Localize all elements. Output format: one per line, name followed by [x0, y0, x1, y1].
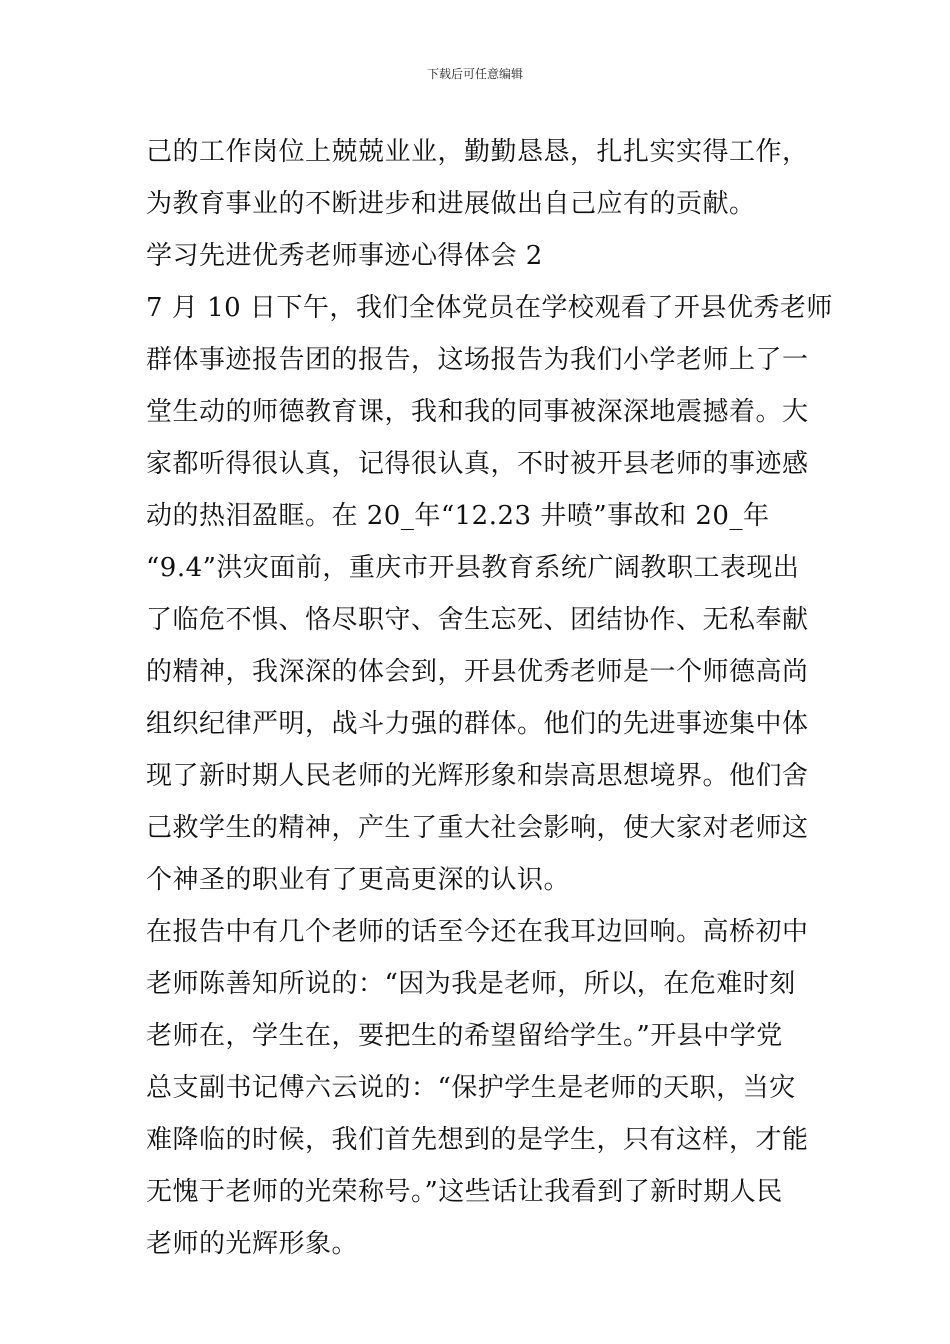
document-body — [146, 126, 833, 1270]
text-line: 在报告中有几个老师的话至今还在我耳边回响。高桥初中 — [146, 917, 809, 947]
text-line: 老师在，学生在，要把生的希望留给学生。”开县中学党 — [146, 1021, 783, 1051]
text-line: 群体事迹报告团的报告，这场报告为我们小学老师上了一 — [146, 345, 809, 375]
text-line: 动的热泪盈眶。在 20_年“12.23 井喷”事故和 20_年 — [146, 501, 770, 531]
page-header: 下载后可任意编辑 — [426, 67, 523, 81]
text-line: 现了新时期人民老师的光辉形象和崇高思想境界。他们舍 — [146, 761, 809, 791]
text-line: 老师陈善知所说的：“因为我是老师，所以，在危难时刻 — [146, 969, 796, 999]
text-line: 堂生动的师德教育课，我和我的同事被深深地震撼着。大 — [146, 397, 809, 427]
text-line: 己的工作岗位上兢兢业业，勤勤恳恳，扎扎实实得工作， — [146, 137, 809, 167]
text-line: 个神圣的职业有了更高更深的认识。 — [146, 865, 571, 895]
text-line: 组织纪律严明，战斗力强的群体。他们的先进事迹集中体 — [146, 709, 809, 739]
section-heading: 学习先进优秀老师事迹心得体会 2 — [146, 241, 543, 271]
text-line: 无愧于老师的光荣称号。”这些话让我看到了新时期人民 — [146, 1177, 783, 1207]
text-line: 家都听得很认真，记得很认真，不时被开县老师的事迹感 — [146, 449, 809, 479]
text-line: 7 月 10 日下午，我们全体党员在学校观看了开县优秀老师 — [146, 293, 833, 323]
text-line: 的精神，我深深的体会到，开县优秀老师是一个师德高尚 — [146, 657, 809, 687]
text-line: “9.4”洪灾面前，重庆市开县教育系统广阔教职工表现出 — [146, 553, 800, 583]
text-line: 老师的光辉形象。 — [146, 1229, 359, 1259]
text-line: 己救学生的精神，产生了重大社会影响，使大家对老师这 — [146, 813, 809, 843]
text-line: 难降临的时候，我们首先想到的是学生，只有这样，才能 — [146, 1125, 809, 1155]
text-line: 为教育事业的不断进步和进展做出自己应有的贡献。 — [146, 189, 756, 219]
text-line: 了临危不惧、恪尽职守、舍生忘死、团结协作、无私奉献 — [146, 605, 809, 635]
text-line: 总支副书记傅六云说的：“保护学生是老师的天职，当灾 — [146, 1073, 796, 1103]
